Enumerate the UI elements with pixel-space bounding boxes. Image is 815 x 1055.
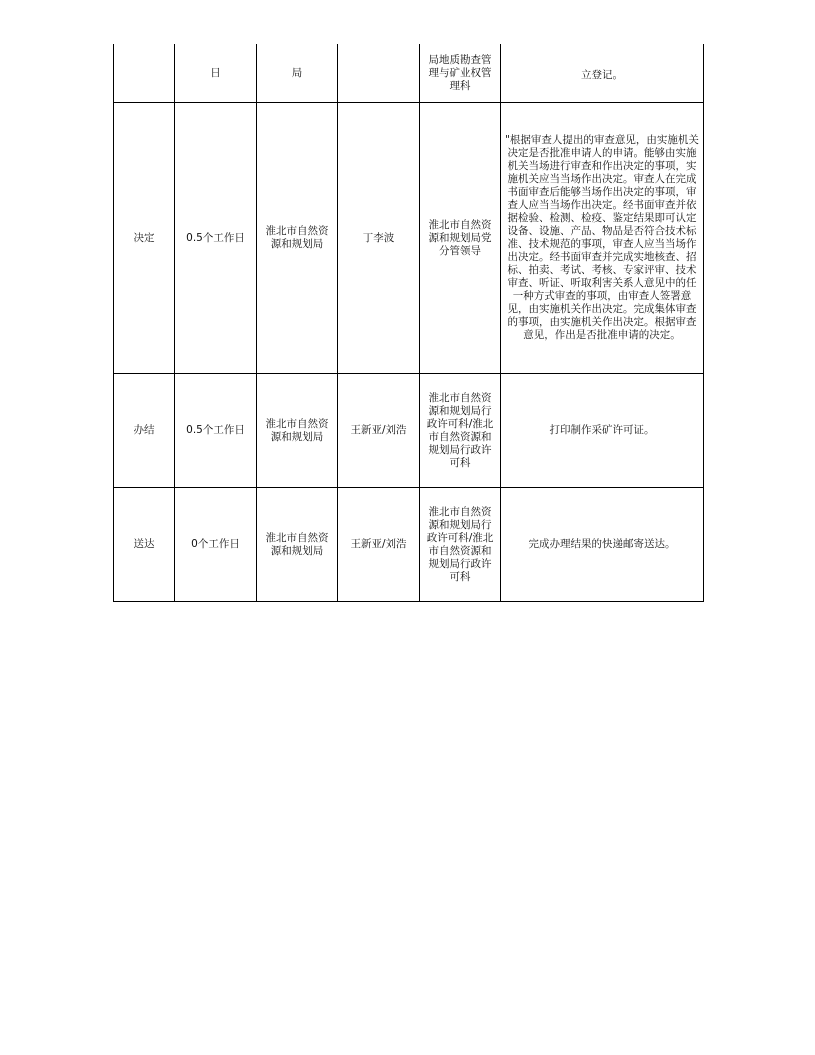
person-cell: 丁李波	[338, 103, 420, 374]
office-cell: 淮北市自然资源和规划局行政许可科/淮北市自然资源和规划局行政许可科	[420, 374, 501, 488]
stage-cell: 决定	[114, 103, 175, 374]
content-cell: 打印制作采矿许可证。	[501, 374, 704, 488]
office-cell: 局地质勘查管理与矿业权管理科	[420, 44, 501, 103]
time-limit-cell: 0.5个工作日	[175, 103, 257, 374]
time-limit-cell: 0个工作日	[175, 488, 257, 602]
department-cell: 局	[257, 44, 338, 103]
department-cell: 淮北市自然资源和规划局	[257, 103, 338, 374]
table-row	[114, 374, 704, 488]
department-cell: 淮北市自然资源和规划局	[257, 374, 338, 488]
person-cell	[338, 44, 420, 103]
office-cell: 淮北市自然资源和规划局行政许可科/淮北市自然资源和规划局行政许可科	[420, 488, 501, 602]
procedure-table	[113, 44, 704, 602]
table-row	[114, 488, 704, 602]
department-cell: 淮北市自然资源和规划局	[257, 488, 338, 602]
office-cell: 淮北市自然资源和规划局党分管领导	[420, 103, 501, 374]
table-row	[114, 103, 704, 374]
content-cell: "根据审查人提出的审查意见，由实施机关决定是否批准申请人的申请。能够由实施机关当场进行审查和作出决定的事项，实施机关应当当场作出决定。审查人在完成书面审查后能够当场作出决定的事项，审查人应当当场作出决定。经书面审查并依据检验、检测、检疫、鉴定结果即可认定设备、设施、产品、物品是否符合技术标准、技术规范的事项，审查人应当当场作出决定。经书面审查并完成实地核查、招标、拍卖、考试、考核、专家评审、技术审查、听证、听取利害关系人意见中的任一种方式审查的事项，由审查人签署意见，由实施机关作出决定。完成集体审查的事项，由实施机关作出决定。根据审查意见，作出是否批准申请的决定。	[501, 103, 704, 374]
time-limit-cell: 0.5个工作日	[175, 374, 257, 488]
person-cell: 王新亚/刘浩	[338, 488, 420, 602]
person-cell: 王新亚/刘浩	[338, 374, 420, 488]
time-limit-cell: 日	[175, 44, 257, 103]
stage-cell	[114, 44, 175, 103]
table-row	[114, 44, 704, 103]
content-cell: 完成办理结果的快递邮寄送达。	[501, 488, 704, 602]
content-cell: 立登记。	[501, 44, 704, 103]
stage-cell: 办结	[114, 374, 175, 488]
stage-cell: 送达	[114, 488, 175, 602]
